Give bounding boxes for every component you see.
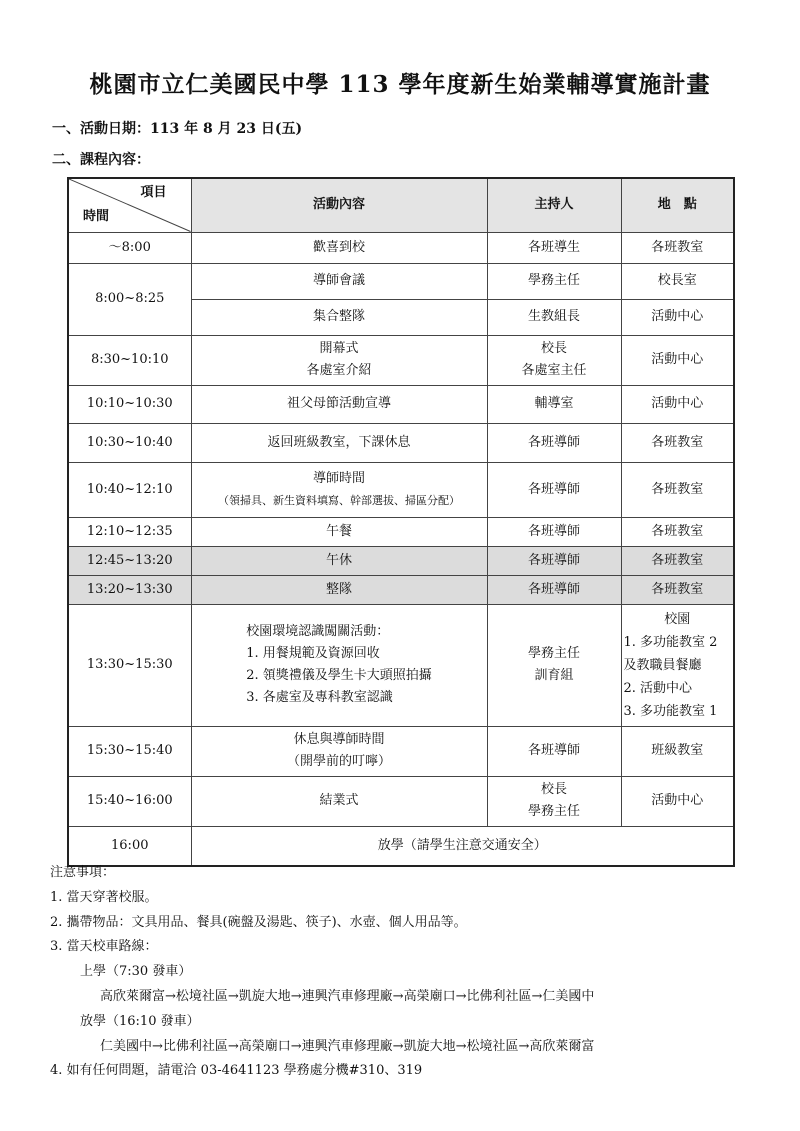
table-row [68, 263, 734, 299]
host-cell [487, 604, 621, 726]
content-line: 各處室介紹 [306, 363, 372, 378]
content-line: 開幕式 [319, 341, 359, 356]
location-cell: 各班教室 [621, 575, 734, 604]
host-line: 校長 [540, 341, 567, 356]
table-row [68, 776, 734, 826]
time-cell: 13:20~13:30 [68, 575, 191, 604]
table-header-row [68, 178, 734, 232]
time-cell: 15:40~16:00 [68, 776, 191, 826]
content-note: （領掃具、新生資料填寫、幹部選拔、掃區分配） [218, 493, 460, 507]
content-cell [191, 604, 487, 726]
content-cell: 祖父母節活動宣導 [191, 385, 487, 423]
content-line: 2. 領獎禮儀及學生卡大頭照拍攝 [246, 668, 432, 683]
location-cell: 活動中心 [621, 335, 734, 385]
table-row [68, 462, 734, 517]
time-cell: 10:40~12:10 [68, 462, 191, 517]
location-cell: 各班教室 [621, 232, 734, 263]
host-cell: 輔導室 [487, 385, 621, 423]
content-line: 1. 用餐規範及資源回收 [246, 646, 380, 661]
host-line: 訓育組 [534, 668, 574, 683]
host-cell [487, 776, 621, 826]
location-cell: 活動中心 [621, 385, 734, 423]
header-item-label: 項目 [140, 185, 167, 200]
content-cell: 結業式 [191, 776, 487, 826]
header-host: 主持人 [487, 178, 621, 232]
header-content: 活動內容 [191, 178, 487, 232]
notes-heading: 注意事項： [50, 865, 116, 880]
host-cell: 各班導師 [487, 517, 621, 546]
table-row [68, 575, 734, 604]
location-cell: 活動中心 [621, 299, 734, 335]
course-content-heading: 二、課程內容： [52, 152, 150, 168]
host-cell: 各班導生 [487, 232, 621, 263]
page-title: 桃園市立仁美國民中學 113 學年度新生始業輔導實施計畫 [89, 71, 711, 98]
host-line: 各處室主任 [521, 363, 587, 378]
note-item: 1. 當天穿著校服。 [50, 889, 158, 905]
bus-down-route: 仁美國中→比佛利社區→高榮廟口→連興汽車修理廠→凱旋大地→松境社區→高欣萊爾富 [100, 1038, 595, 1054]
note-item: 3. 當天校車路線： [50, 939, 158, 955]
content-cell: 集合整隊 [191, 299, 487, 335]
notes-section [50, 861, 594, 1084]
content-line: （開學前的叮嚀） [286, 754, 391, 769]
location-line: 校園 [664, 611, 691, 627]
header-time-label: 時間 [83, 208, 110, 224]
header-diagonal-cell [68, 178, 191, 232]
bus-down-label: 放學（16:10 發車） [80, 1013, 200, 1029]
bus-up-route: 高欣萊爾富→松境社區→凱旋大地→連興汽車修理廠→高榮廟口→比佛利社區→仁美國中 [100, 988, 595, 1004]
host-cell: 各班導師 [487, 726, 621, 776]
header-location: 地 點 [621, 178, 734, 232]
table-row [68, 604, 734, 726]
content-cell: 午休 [191, 546, 487, 575]
host-cell: 各班導師 [487, 423, 621, 462]
time-cell: 12:45~13:20 [68, 546, 191, 575]
table-row [68, 546, 734, 575]
activity-date: 一、活動日期：113 年 8 月 23 日(五) [52, 121, 303, 137]
content-cell [191, 462, 487, 517]
content-cell: 放學（請學生注意交通安全） [191, 826, 734, 866]
content-cell: 午餐 [191, 517, 487, 546]
table-row [68, 423, 734, 462]
content-cell [191, 335, 487, 385]
activity-list [246, 621, 432, 709]
content-line: 導師時間 [312, 470, 365, 486]
location-cell: 各班教室 [621, 517, 734, 546]
host-cell: 各班導師 [487, 575, 621, 604]
time-cell: 10:30~10:40 [68, 423, 191, 462]
time-cell: ～8:00 [68, 232, 191, 263]
content-cell [191, 726, 487, 776]
host-cell: 學務主任 [487, 263, 621, 299]
location-cell: 各班教室 [621, 462, 734, 517]
time-cell: 12:10~12:35 [68, 517, 191, 546]
content-line: 3. 各處室及專科教室認識 [246, 690, 393, 705]
table-row [68, 726, 734, 776]
host-line: 學務主任 [527, 804, 580, 819]
host-cell: 各班導師 [487, 546, 621, 575]
location-cell: 各班教室 [621, 423, 734, 462]
time-cell: 16:00 [68, 826, 191, 866]
table-row [68, 385, 734, 423]
location-cell: 各班教室 [621, 546, 734, 575]
note-item: 4. 如有任何問題，請電洽 03-4641123 學務處分機#310、319 [50, 1063, 423, 1079]
host-cell: 各班導師 [487, 462, 621, 517]
table-row [68, 517, 734, 546]
location-line: 及教職員餐廳 [623, 657, 702, 673]
table-row [68, 335, 734, 385]
host-cell: 生教組長 [487, 299, 621, 335]
schedule-table [67, 177, 735, 867]
content-cell: 整隊 [191, 575, 487, 604]
time-cell: 8:00~8:25 [68, 263, 191, 335]
table-row [68, 232, 734, 263]
content-cell: 返回班級教室，下課休息 [191, 423, 487, 462]
location-cell: 班級教室 [621, 726, 734, 776]
content-cell: 導師會議 [191, 263, 487, 299]
location-cell [621, 604, 734, 726]
time-cell: 13:30~15:30 [68, 604, 191, 726]
time-cell: 8:30~10:10 [68, 335, 191, 385]
location-line: 1. 多功能教室 2 [623, 634, 718, 650]
time-cell: 10:10~10:30 [68, 385, 191, 423]
table-row [68, 826, 734, 866]
location-cell: 校長室 [621, 263, 734, 299]
note-item: 2. 攜帶物品：文具用品、餐具(碗盤及湯匙、筷子)、水壺、個人用品等。 [50, 914, 467, 930]
location-cell: 活動中心 [621, 776, 734, 826]
host-cell [487, 335, 621, 385]
content-line: 休息與導師時間 [293, 732, 385, 747]
content-cell: 歡喜到校 [191, 232, 487, 263]
location-line: 3. 多功能教室 1 [623, 703, 718, 719]
time-cell: 15:30~15:40 [68, 726, 191, 776]
host-line: 校長 [540, 782, 567, 797]
location-line: 2. 活動中心 [623, 680, 693, 696]
host-line: 學務主任 [527, 646, 580, 661]
content-line: 校園環境認識闖關活動： [246, 624, 390, 639]
bus-up-label: 上學（7:30 發車） [80, 964, 192, 980]
